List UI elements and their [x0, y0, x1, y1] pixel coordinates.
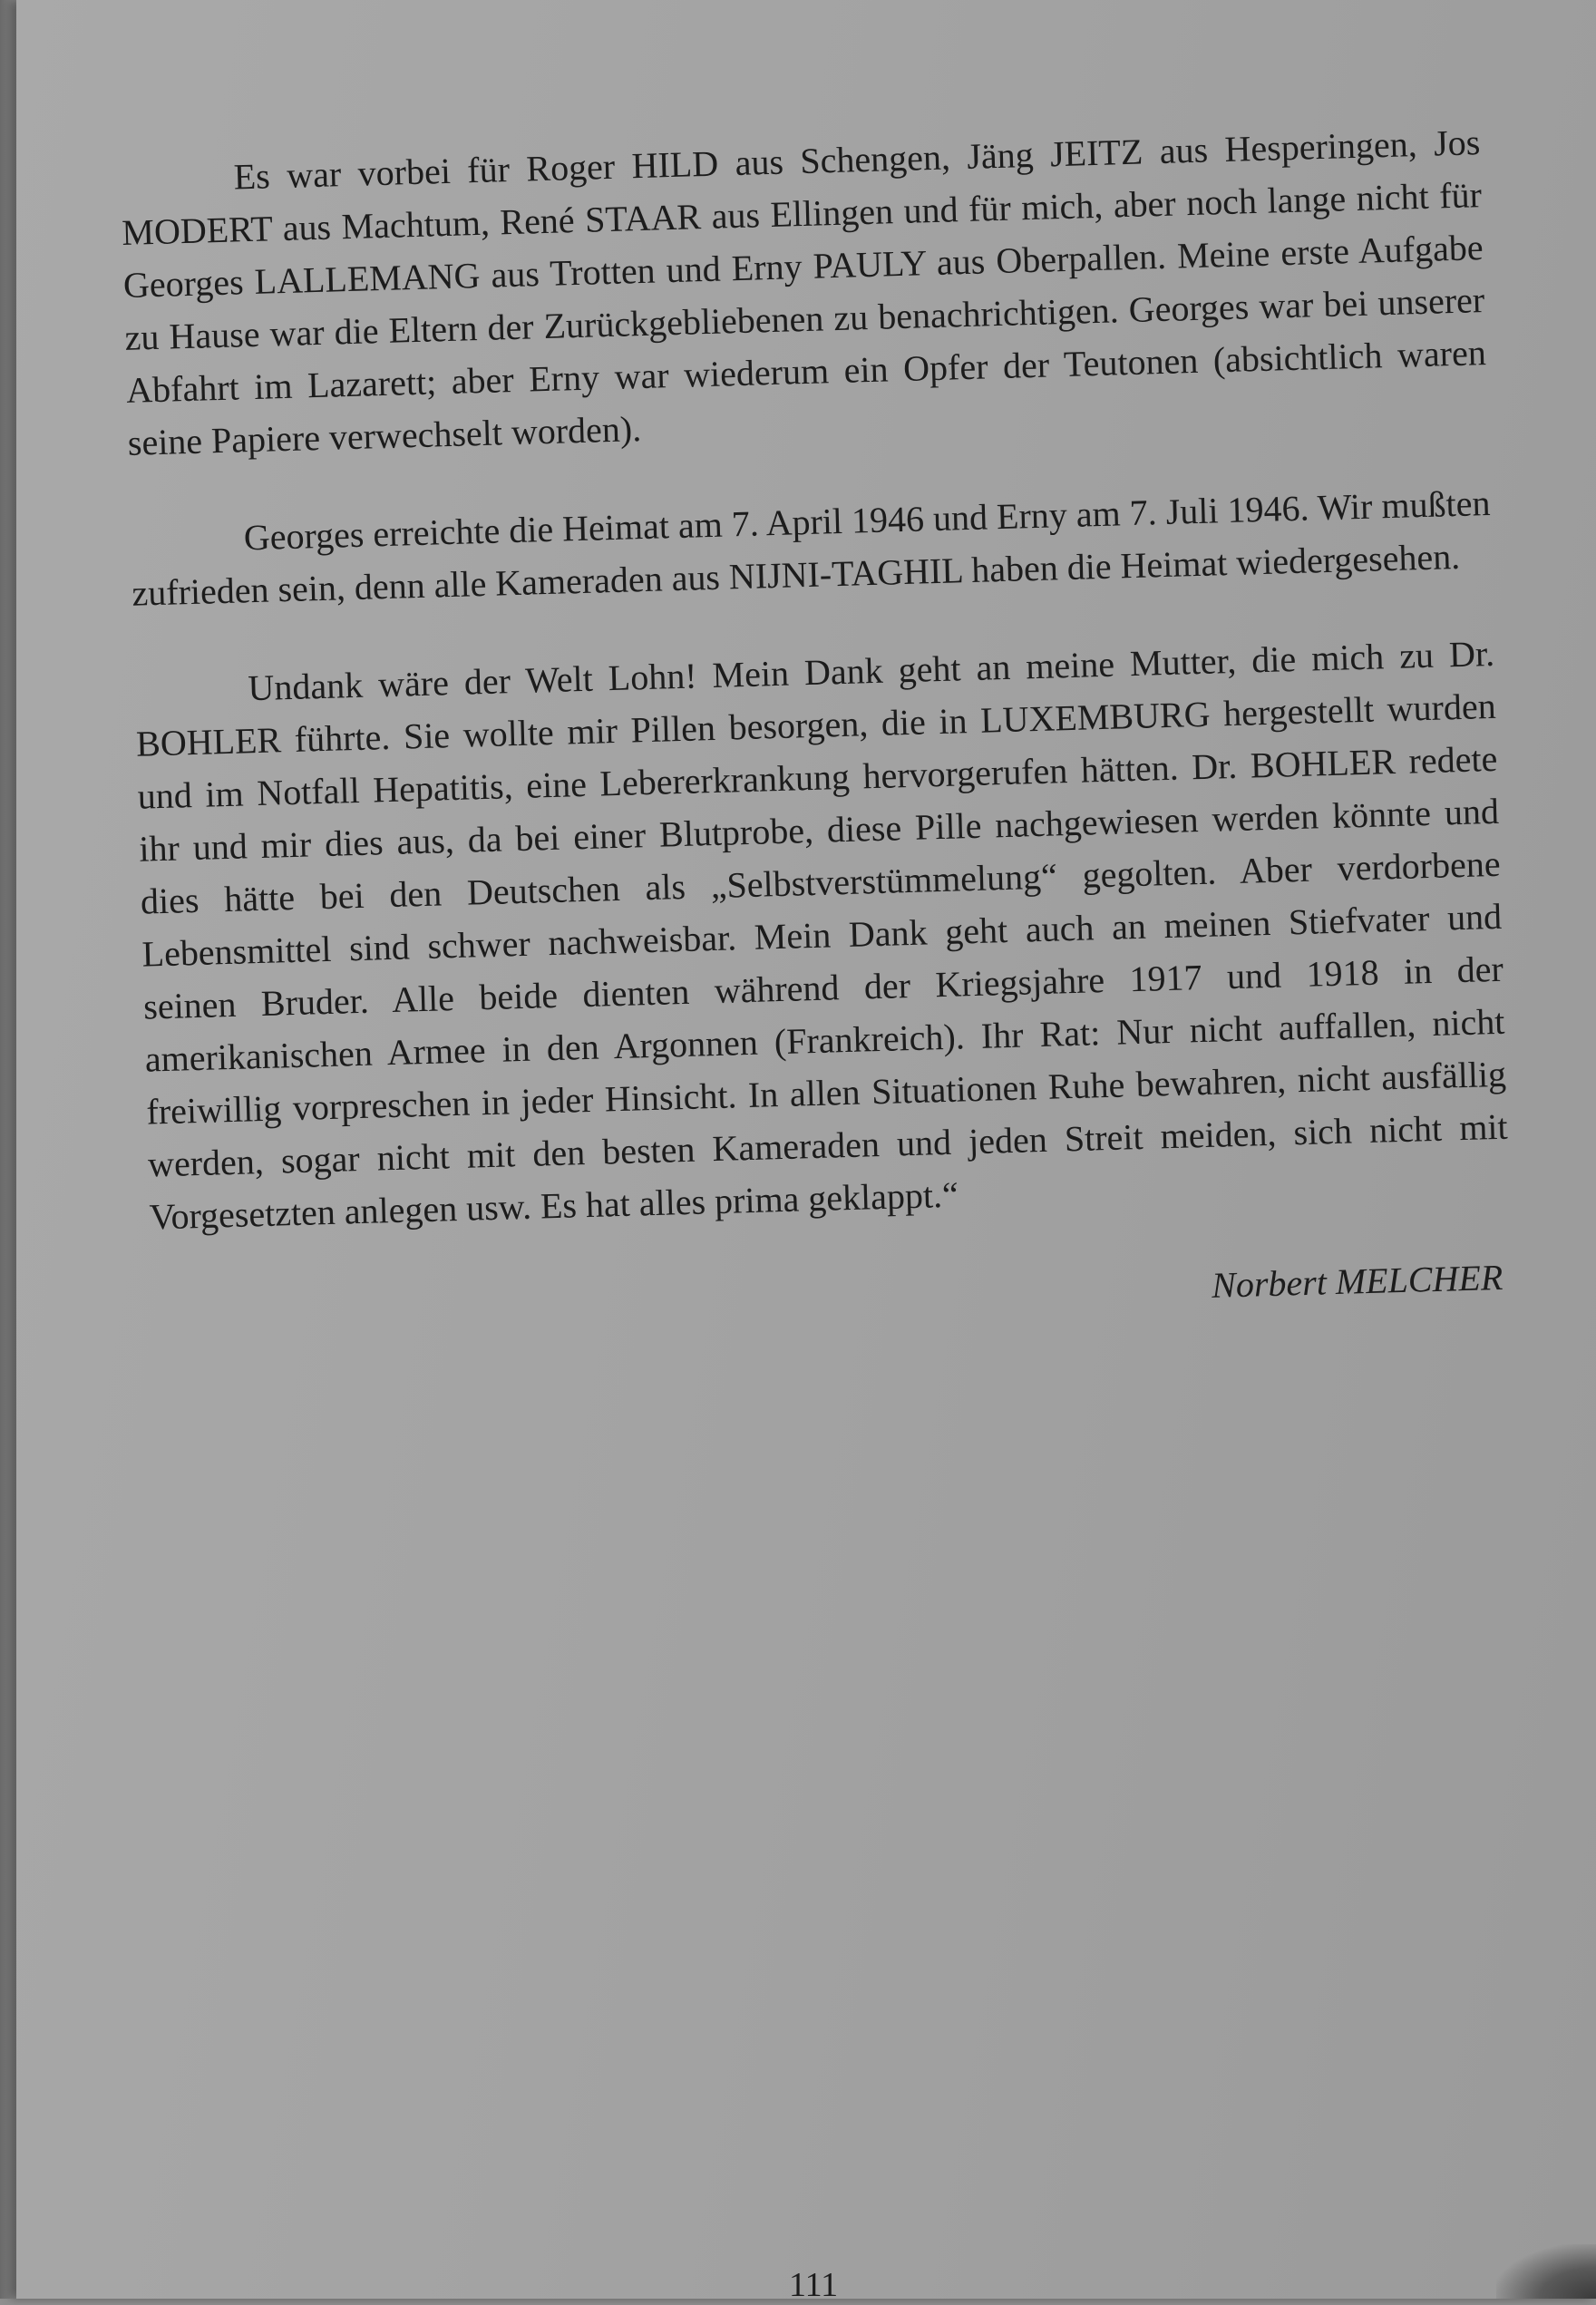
page-corner-shadow: [1496, 2244, 1596, 2299]
page-number: 111: [789, 2266, 839, 2304]
body-text: [120, 116, 1513, 1341]
author-signature: Norbert MELCHER: [1211, 1256, 1504, 1306]
book-binding-edge: [0, 0, 16, 2299]
paragraph-3: Undank wäre der Welt Lohn! Mein Dank geht an meine Mutter, die mich zu Dr. BOHLER führte. Sie wollte mir Pillen besorgen, die in LUXEMBURG hergestellt wurden und im Notfall Hepatitis, eine Lebererkrankung hervorgerufen hätten. Dr. BOHLER redete ihr und mir dies aus, da bei einer Blutprobe, diese Pille nachgewiesen werden könnte und dies hätte bei den Deutschen als „Selbstverstümmelung“ gegolten. Aber verdorbene Lebensmittel sind schwer nachweisbar. Mein Dank geht auch an meinen Stiefvater und seinen Bruder. Alle beide dienten während der Kriegsjahre 1917 und 1918 in der amerikanischen Armee in den Argonnen (Frankreich). Ihr Rat: Nur nicht auffallen, nicht freiwillig vorpreschen in jeder Hinsicht. In allen Situationen Ruhe bewahren, nicht ausfällig werden, sogar nicht mit den besten Kameraden und jeden Streit meiden, sich nicht mit Vorgesetzten anlegen usw. Es hat alles prima geklappt.“: [135, 632, 1509, 1238]
paragraph-1: Es war vorbei für Roger HILD aus Schengen, Jäng JEITZ aus Hesperingen, Jos MODERT aus Machtum, René STAAR aus Ellingen und für mich, aber noch lange nicht für Georges LALLEMANG aus Trotten und Erny PAULY aus Oberpallen. Meine erste Aufgabe zu Hause war die Eltern der Zurückgebliebenen zu benachrichtigen. Georges war bei unserer Abfahrt im Lazarett; aber Erny war wiederum ein Opfer der Teutonen (absichtlich waren seine Papiere verwechselt worden).: [121, 122, 1487, 463]
book-page: [16, 0, 1596, 2304]
paragraph-2: Georges erreichte die Heimat am 7. April 1946 und Erny am 7. Juli 1946. Wir mußten zufrieden sein, denn alle Kameraden aus NIJNI-TAGHIL haben die Heimat wiedergesehen.: [131, 481, 1491, 614]
